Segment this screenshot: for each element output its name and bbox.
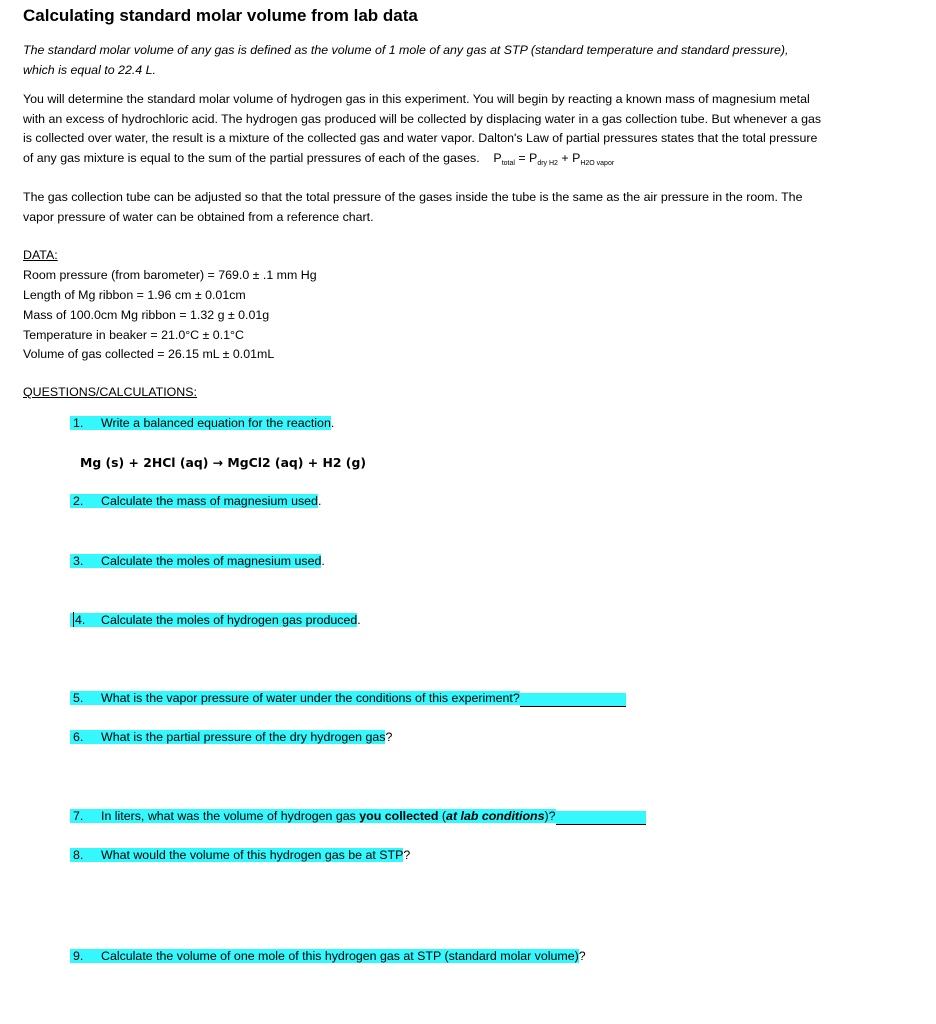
- question-text: Calculate the mass of magnesium used: [101, 494, 318, 508]
- daltons-law-formula: [483, 151, 614, 165]
- question-text: Calculate the volume of one mole of this hydrogen gas at STP (standard molar volume): [101, 949, 579, 963]
- question-3: [70, 553, 325, 570]
- data-gas-volume: Volume of gas collected = 26.15 mL ± 0.01mL: [23, 347, 275, 361]
- question-number: 1.: [73, 416, 84, 430]
- p-symbol: P: [493, 150, 502, 165]
- question-7-highlight: [70, 809, 556, 823]
- question-punctuation: .: [330, 416, 335, 430]
- instructions-paragraph: [23, 90, 828, 173]
- subscript-dry-h2: dry H2: [537, 159, 558, 167]
- question-text: What is the partial pressure of the dry hydrogen gas: [101, 730, 386, 744]
- question-4-highlight: [70, 613, 357, 627]
- data-ribbon-mass: Mass of 100.0cm Mg ribbon = 1.32 g ± 0.01g: [23, 308, 270, 322]
- question-text: Write a balanced equation for the reaction: [101, 416, 331, 430]
- question-punctuation: ?: [578, 949, 586, 963]
- question-number: [70, 612, 101, 629]
- question-number: 2.: [73, 494, 84, 508]
- question-punctuation: .: [321, 554, 325, 568]
- question-text-end: )?: [544, 809, 556, 823]
- question-text: What would the volume of this hydrogen gas be at STP: [101, 848, 404, 862]
- question-1: [70, 415, 334, 432]
- collection-paragraph: The gas collection tube can be adjusted so that the total pressure of the gases inside the tube is the same as the air pressure in the room. The vapor pressure of water can be obtained from a reference chart.: [23, 190, 803, 224]
- question-number: 7.: [73, 809, 84, 823]
- question-text-bold-italic: at lab conditions: [446, 809, 545, 823]
- question-text: Calculate the moles of hydrogen gas produced: [101, 613, 358, 627]
- subscript-h2o-vapor: H2O vapor: [580, 159, 615, 167]
- question-text-bold: you collected: [359, 809, 439, 823]
- question-6-highlight: [70, 730, 385, 744]
- questions-heading: QUESTIONS/CALCULATIONS:: [23, 385, 197, 399]
- question-9: [70, 948, 586, 965]
- question-8: [70, 847, 410, 864]
- subscript-total: total: [501, 159, 515, 167]
- equals-sign: =: [514, 150, 530, 165]
- question-6: [70, 729, 392, 746]
- question-5: [70, 690, 626, 707]
- paragraph-text: You will determine the standard molar volume of hydrogen gas in this experiment. You will begin by reacting a known mass of magnesium metal with an excess of hydrochloric acid. The hydrogen gas produced will be collected by displacing water in a gas collection tube. But whenever a gas is collected over water, the result is a mixture of the collected gas and water vapor. Dalton's Law of partial pressures states that the total pressure of any gas mixture is equal to the sum of the partial pressures of each of the gases.: [23, 92, 822, 165]
- question-text-paren: (: [438, 809, 447, 823]
- question-2: [70, 493, 321, 510]
- question-2-highlight: [70, 494, 318, 508]
- question-punctuation: .: [357, 613, 361, 627]
- question-punctuation: .: [317, 494, 322, 508]
- question-9-highlight: [70, 949, 579, 963]
- plus-sign: +: [557, 150, 573, 165]
- question-number: 9.: [73, 949, 84, 963]
- text-cursor: [73, 612, 74, 627]
- question-1-highlight: [70, 416, 331, 430]
- question-number: 5.: [73, 691, 84, 705]
- question-number: 6.: [73, 730, 84, 744]
- answer-blank[interactable]: [520, 693, 626, 707]
- question-number: 3.: [73, 554, 84, 568]
- page-title: Calculating standard molar volume from lab data: [23, 6, 418, 25]
- balanced-equation: Mg (s) + 2HCl (aq) → MgCl2 (aq) + H2 (g): [80, 455, 366, 470]
- question-text: Calculate the moles of magnesium used: [101, 554, 322, 568]
- p-symbol: P: [572, 150, 581, 165]
- question-8-highlight: [70, 848, 403, 862]
- question-4: [70, 612, 361, 629]
- question-punctuation: ?: [403, 848, 411, 862]
- data-temperature: Temperature in beaker = 21.0°C ± 0.1°C: [23, 328, 244, 342]
- question-text: In liters, what was the volume of hydrogen gas: [101, 809, 360, 823]
- question-3-highlight: [70, 554, 321, 568]
- question-text: What is the vapor pressure of water under the conditions of this experiment?: [101, 691, 520, 705]
- question-5-highlight: [70, 691, 520, 705]
- question-number: 8.: [73, 848, 84, 862]
- question-number-text: 4.: [75, 613, 86, 627]
- question-7: [70, 808, 646, 825]
- question-punctuation: ?: [385, 730, 393, 744]
- data-room-pressure: Room pressure (from barometer) = 769.0 ± .1 mm Hg: [23, 268, 317, 282]
- p-symbol: P: [529, 150, 538, 165]
- data-ribbon-length: Length of Mg ribbon = 1.96 cm ± 0.01cm: [23, 288, 246, 302]
- intro-paragraph: The standard molar volume of any gas is defined as the volume of 1 mole of any gas at STP (standard temperature and standard pressure), which is equal to 22.4 L.: [23, 43, 789, 77]
- answer-blank[interactable]: [556, 811, 646, 825]
- data-heading: DATA:: [23, 248, 58, 262]
